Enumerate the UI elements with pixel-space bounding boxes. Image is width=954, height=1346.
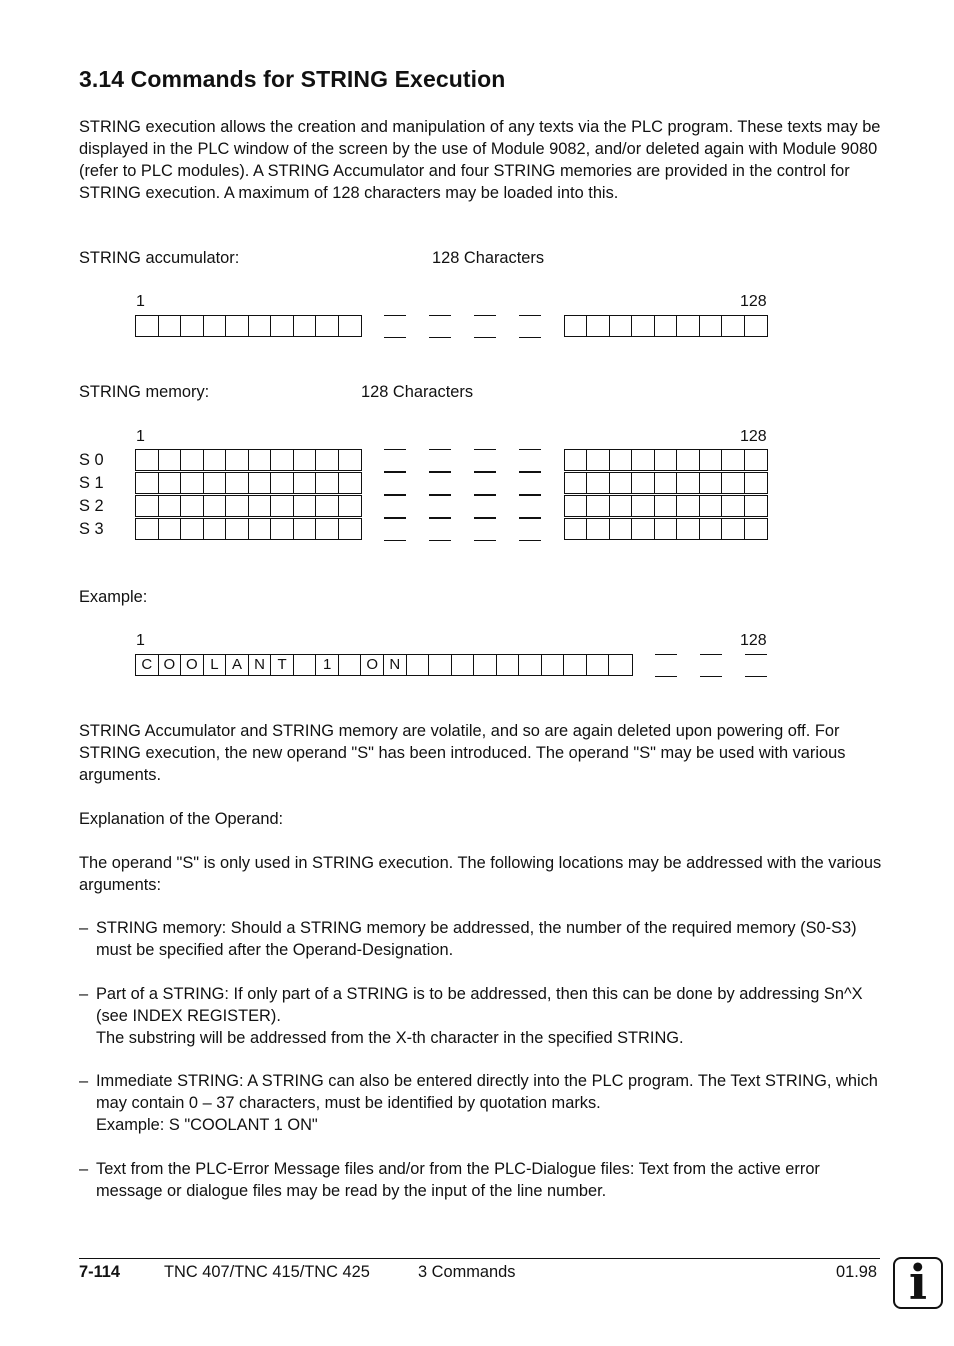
info-icon-glyph: i (908, 1255, 928, 1311)
character-cell (655, 473, 677, 493)
character-cell: O (361, 655, 384, 675)
ellipsis-dash (519, 337, 541, 338)
character-cell (700, 316, 722, 336)
character-cell (700, 519, 722, 539)
character-cell (271, 316, 294, 336)
volatility-paragraph: STRING Accumulator and STRING memory are volatile, and so are again deleted upon powering off. For STRING execution, the new operand "S" has been introduced. The operand "S" may be used with various arguments. (79, 722, 846, 784)
character-cell (745, 519, 767, 539)
character-cell (474, 655, 497, 675)
memory-row-label: S 1 (79, 474, 104, 492)
character-cell (339, 519, 362, 539)
character-cell (655, 496, 677, 516)
ellipsis-dash (429, 337, 451, 338)
character-cell (249, 496, 272, 516)
character-cell (519, 655, 542, 675)
ellipsis-dash (519, 449, 541, 450)
character-cell (610, 496, 632, 516)
character-cell (542, 655, 565, 675)
character-cell (249, 450, 272, 470)
footer-rule (79, 1258, 880, 1259)
character-cell (632, 496, 654, 516)
character-cell (610, 519, 632, 539)
accumulator-label: STRING accumulator: (79, 249, 240, 267)
bullet-text: STRING memory: Should a STRING memory be addressed, the number of the required memory (S0-S3) must be specified after the Operand-Designation. (96, 919, 857, 959)
ellipsis-dash (384, 315, 406, 316)
ellipsis-dash (519, 495, 541, 496)
character-cell-row (135, 495, 362, 517)
ellipsis-dash (429, 540, 451, 541)
character-cell-row (135, 654, 633, 676)
ellipsis-dash (384, 449, 406, 450)
memory-start-index: 1 (136, 428, 145, 445)
character-cell (316, 496, 339, 516)
character-cell (316, 519, 339, 539)
character-cell (655, 316, 677, 336)
ellipsis-dash (429, 518, 451, 519)
character-cell (136, 496, 159, 516)
memory-row-label: S 3 (79, 520, 104, 538)
character-cell (632, 450, 654, 470)
character-cell (271, 473, 294, 493)
character-cell (587, 450, 609, 470)
character-cell: C (136, 655, 159, 675)
character-cell (316, 473, 339, 493)
bullet-dash: – (79, 919, 89, 937)
character-cell (565, 450, 587, 470)
character-cell (677, 316, 699, 336)
character-cell (181, 316, 204, 336)
character-cell (159, 316, 182, 336)
character-cell (204, 519, 227, 539)
section-heading: 3.14 Commands for STRING Execution (79, 66, 506, 92)
accumulator-start-index: 1 (136, 293, 145, 310)
character-cell (677, 496, 699, 516)
character-cell (610, 473, 632, 493)
character-cell-row (564, 495, 768, 517)
character-cell (271, 450, 294, 470)
character-cell: N (384, 655, 407, 675)
character-cell-row (135, 472, 362, 494)
character-cell (339, 496, 362, 516)
operand-heading: Explanation of the Operand: (79, 810, 284, 828)
ellipsis-dash (384, 495, 406, 496)
character-cell-row (135, 449, 362, 471)
character-cell (722, 519, 744, 539)
character-cell (610, 450, 632, 470)
character-cell (159, 450, 182, 470)
bullet-text: Text from the PLC-Error Message files and/or from the PLC-Dialogue files: Text from the active error message or dialogue files may be read by the input of the line number. (96, 1160, 820, 1200)
character-cell (204, 496, 227, 516)
character-cell (226, 316, 249, 336)
ellipsis-dash (384, 518, 406, 519)
character-cell (429, 655, 452, 675)
ellipsis-dash (655, 654, 677, 655)
character-cell (339, 473, 362, 493)
footer-model: TNC 407/TNC 415/TNC 425 (164, 1263, 370, 1281)
operand-paragraph: The operand "S" is only used in STRING execution. The following locations may be addressed with the various arguments: (79, 854, 882, 894)
character-cell (587, 473, 609, 493)
bullet-text-continued: Example: S "COOLANT 1 ON" (96, 1116, 318, 1134)
character-cell (316, 450, 339, 470)
character-cell-row (564, 472, 768, 494)
character-cell (294, 473, 317, 493)
character-cell (700, 496, 722, 516)
info-icon (893, 1257, 943, 1309)
character-cell (159, 496, 182, 516)
footer-date: 01.98 (836, 1263, 878, 1281)
character-cell: 1 (316, 655, 339, 675)
character-cell (249, 473, 272, 493)
character-cell (159, 519, 182, 539)
character-cell (316, 316, 339, 336)
character-cell (181, 519, 204, 539)
character-cell (294, 496, 317, 516)
character-cell (655, 519, 677, 539)
character-cell: N (249, 655, 272, 675)
footer-chapter: 3 Commands (418, 1263, 516, 1281)
character-cell (294, 450, 317, 470)
ellipsis-dash (384, 540, 406, 541)
character-cell (610, 316, 632, 336)
character-cell-row (135, 518, 362, 540)
ellipsis-dash (655, 676, 677, 677)
ellipsis-dash (519, 518, 541, 519)
ellipsis-dash (429, 315, 451, 316)
character-cell (564, 655, 587, 675)
bullet-item (79, 917, 884, 961)
character-cell-row (564, 518, 768, 540)
ellipsis-dash (700, 676, 722, 677)
ellipsis-dash (745, 654, 767, 655)
character-cell: T (271, 655, 294, 675)
character-cell (226, 519, 249, 539)
character-cell (226, 450, 249, 470)
character-cell (722, 496, 744, 516)
character-cell (497, 655, 520, 675)
character-cell: O (181, 655, 204, 675)
character-cell (677, 473, 699, 493)
ellipsis-dash (429, 472, 451, 473)
character-cell (204, 450, 227, 470)
character-cell (226, 496, 249, 516)
character-cell (294, 316, 317, 336)
character-cell (745, 450, 767, 470)
character-cell (677, 519, 699, 539)
ellipsis-dash (519, 315, 541, 316)
character-cell (339, 450, 362, 470)
ellipsis-dash (384, 337, 406, 338)
character-cell (632, 519, 654, 539)
bullet-text: Immediate STRING: A STRING can also be entered directly into the PLC program. The Text STRING, which may contain 0 – 37 characters, must be identified by quotation marks. (96, 1072, 878, 1112)
accumulator-size: 128 Characters (432, 249, 545, 267)
character-cell (722, 450, 744, 470)
character-cell (587, 496, 609, 516)
character-cell (587, 519, 609, 539)
bullet-dash: – (79, 985, 89, 1003)
character-cell (677, 450, 699, 470)
character-cell: A (226, 655, 249, 675)
character-cell (565, 496, 587, 516)
ellipsis-dash (384, 472, 406, 473)
bullet-text-continued: The substring will be addressed from the X-th character in the specified STRING. (96, 1029, 684, 1047)
character-cell (181, 496, 204, 516)
character-cell (700, 450, 722, 470)
character-cell (159, 473, 182, 493)
character-cell (181, 450, 204, 470)
ellipsis-dash (429, 449, 451, 450)
bullet-dash: – (79, 1160, 89, 1178)
ellipsis-dash (474, 495, 496, 496)
character-cell (745, 473, 767, 493)
character-cell (745, 496, 767, 516)
bullet-dash: – (79, 1072, 89, 1090)
character-cell (632, 316, 654, 336)
ellipsis-dash (745, 676, 767, 677)
character-cell (722, 316, 744, 336)
character-cell (294, 655, 317, 675)
character-cell (136, 473, 159, 493)
character-cell (249, 519, 272, 539)
ellipsis-dash (429, 495, 451, 496)
character-cell (226, 473, 249, 493)
character-cell (339, 316, 362, 336)
ellipsis-dash (474, 518, 496, 519)
ellipsis-dash (519, 540, 541, 541)
example-start-index: 1 (136, 632, 145, 649)
memory-row-label: S 0 (79, 451, 104, 469)
bullet-item (79, 1158, 884, 1202)
character-cell (204, 316, 227, 336)
bullet-item (79, 983, 884, 1049)
bullet-item (79, 1070, 884, 1136)
character-cell: O (159, 655, 182, 675)
character-cell (700, 473, 722, 493)
ellipsis-dash (474, 315, 496, 316)
memory-row-label: S 2 (79, 497, 104, 515)
character-cell (609, 655, 632, 675)
character-cell (136, 519, 159, 539)
example-end-index: 128 (740, 632, 767, 649)
character-cell (587, 655, 610, 675)
character-cell-row (564, 315, 768, 337)
ellipsis-dash (474, 337, 496, 338)
accumulator-end-index: 128 (740, 293, 767, 310)
character-cell (204, 473, 227, 493)
character-cell (271, 519, 294, 539)
bullet-text: Part of a STRING: If only part of a STRING is to be addressed, then this can be done by addressing Sn^X (see INDEX REGISTER). (96, 985, 863, 1025)
character-cell (565, 316, 587, 336)
memory-end-index: 128 (740, 428, 767, 445)
character-cell (271, 496, 294, 516)
intro-paragraph: STRING execution allows the creation and manipulation of any texts via the PLC program. These texts may be displayed in the PLC window of the screen by the use of Module 9082, and/or deleted again with Module 9080 (refer to PLC modules). A STRING Accumulator and four STRING memories are provided in the control for STRING execution. A maximum of 128 characters may be loaded into this. (79, 118, 881, 202)
memory-label: STRING memory: (79, 383, 210, 401)
character-cell (136, 450, 159, 470)
character-cell (294, 519, 317, 539)
character-cell (181, 473, 204, 493)
ellipsis-dash (519, 472, 541, 473)
character-cell-row (564, 449, 768, 471)
character-cell (136, 316, 159, 336)
ellipsis-dash (474, 449, 496, 450)
character-cell (722, 473, 744, 493)
character-cell-row (135, 315, 362, 337)
character-cell (745, 316, 767, 336)
character-cell (407, 655, 430, 675)
character-cell (565, 519, 587, 539)
character-cell (632, 473, 654, 493)
footer-page-number: 7-114 (79, 1263, 121, 1281)
character-cell (655, 450, 677, 470)
example-label: Example: (79, 588, 148, 606)
character-cell (452, 655, 475, 675)
character-cell (339, 655, 362, 675)
ellipsis-dash (474, 540, 496, 541)
ellipsis-dash (474, 472, 496, 473)
character-cell (565, 473, 587, 493)
character-cell (249, 316, 272, 336)
ellipsis-dash (700, 654, 722, 655)
memory-size: 128 Characters (361, 383, 474, 401)
character-cell (587, 316, 609, 336)
character-cell: L (204, 655, 227, 675)
